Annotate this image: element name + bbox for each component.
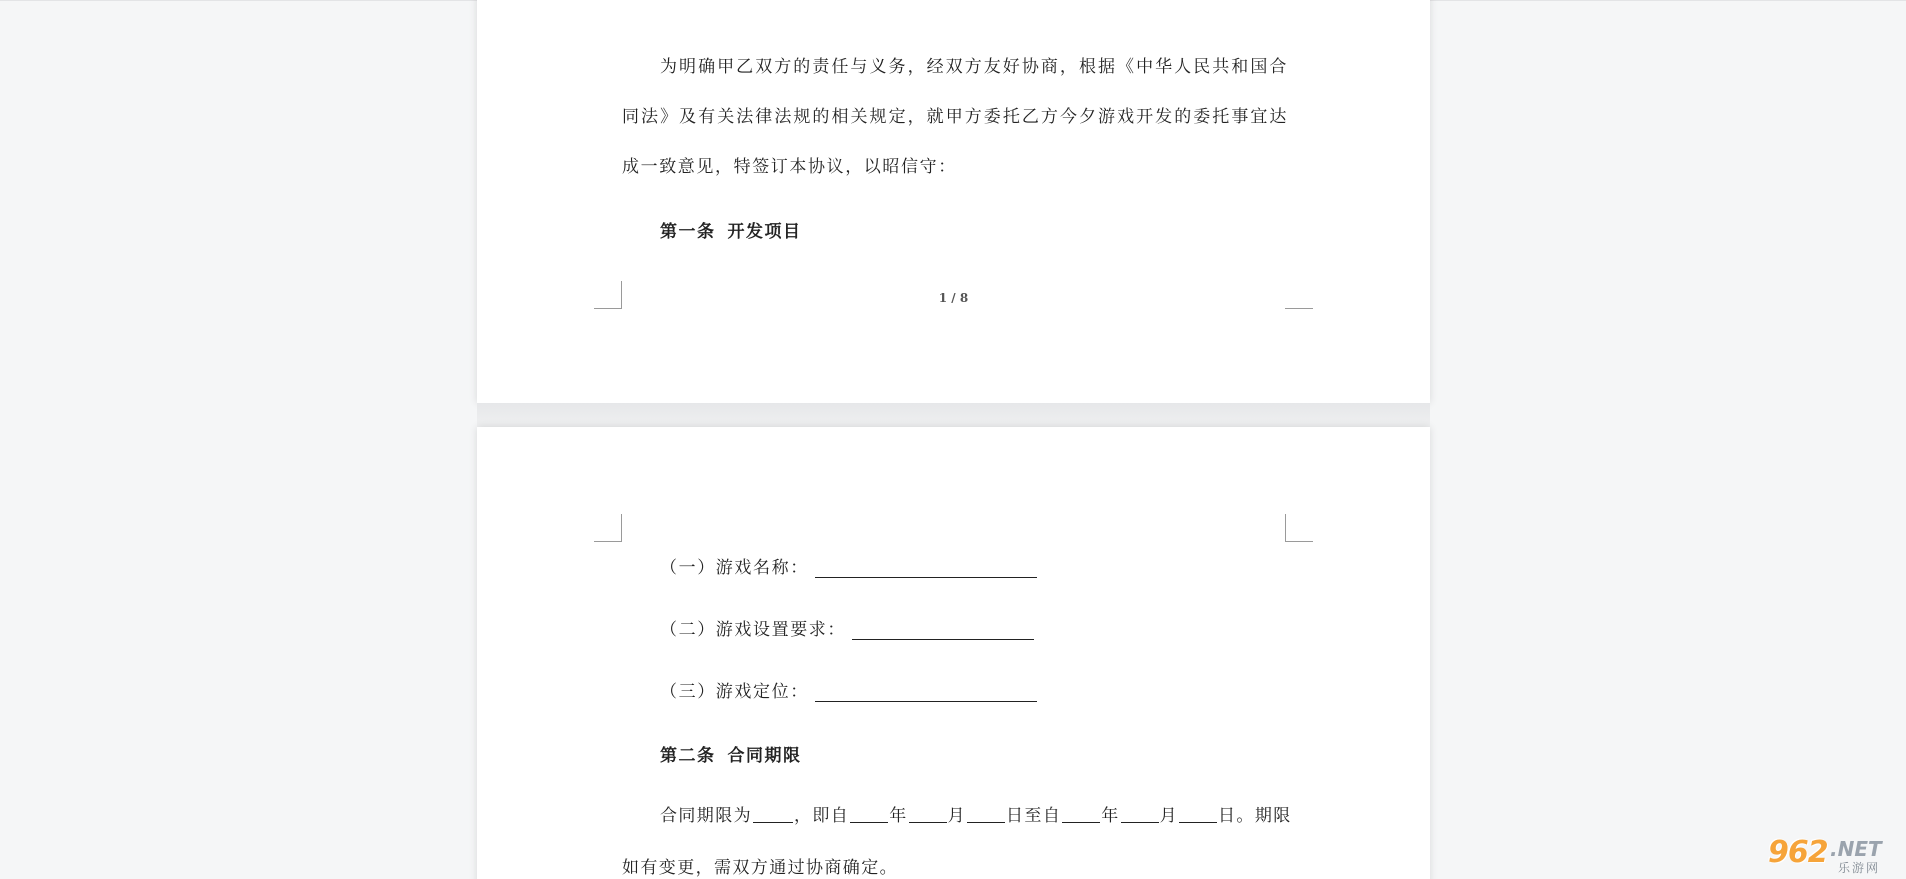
term-blank-start-year[interactable] — [850, 807, 888, 823]
term-text-4: 月 — [947, 806, 967, 826]
article-1-number: 第一条 — [660, 222, 716, 242]
intro-paragraph: 为明确甲乙双方的责任与义务，经双方友好协商，根据《中华人民共和国合同法》及有关法律法规的相关规定，就甲方委托乙方今夕游戏开发的委托事宜达成一致意见，特签订本协议，以昭信守： — [622, 57, 1288, 177]
field-game-settings — [660, 615, 1034, 640]
field-game-name — [660, 553, 1037, 578]
term-blank-end-year[interactable] — [1062, 807, 1100, 823]
document-page-2 — [477, 427, 1430, 879]
field-game-positioning-blank[interactable] — [815, 684, 1037, 702]
field-game-name-blank[interactable] — [815, 560, 1037, 578]
term-text-2: ，即自 — [794, 806, 850, 826]
page-number: 1 / 8 — [938, 291, 969, 305]
term-blank-start-day[interactable] — [967, 807, 1005, 823]
crop-mark-top-left — [594, 514, 622, 542]
crop-mark-top-right — [1285, 514, 1313, 542]
watermark-suffix: .NET — [1830, 837, 1882, 861]
article-2-title: 合同期限 — [727, 746, 802, 766]
term-blank-period[interactable] — [753, 807, 793, 823]
field-game-settings-blank[interactable] — [852, 622, 1034, 640]
term-text-3: 年 — [889, 806, 908, 826]
article-1-heading — [660, 217, 802, 242]
field-game-positioning-label: （三）游戏定位： — [660, 682, 809, 702]
term-paragraph — [622, 790, 1292, 879]
term-text-7: 月 — [1159, 806, 1179, 826]
term-blank-start-month[interactable] — [909, 807, 947, 823]
watermark-main: 962 — [1768, 835, 1828, 870]
watermark-sub: 乐游网 — [1838, 861, 1881, 875]
article-2-number: 第二条 — [660, 746, 716, 766]
term-text-5: 日至自 — [1006, 806, 1062, 826]
term-blank-end-day[interactable] — [1179, 807, 1217, 823]
article-2-heading — [660, 741, 802, 766]
term-blank-end-month[interactable] — [1121, 807, 1159, 823]
field-game-positioning — [660, 677, 1037, 702]
article-1-title: 开发项目 — [727, 222, 802, 242]
page-gap — [477, 403, 1430, 427]
field-game-settings-label: （二）游戏设置要求： — [660, 620, 846, 640]
term-text-8: 日。期限如有变更，需双方通过协商确定。 — [622, 806, 1292, 878]
term-text-6: 年 — [1101, 806, 1120, 826]
site-watermark-logo — [1768, 835, 1900, 875]
term-text-1: 合同期限为 — [660, 806, 752, 826]
document-page-1 — [477, 0, 1430, 403]
field-game-name-label: （一）游戏名称： — [660, 558, 809, 578]
